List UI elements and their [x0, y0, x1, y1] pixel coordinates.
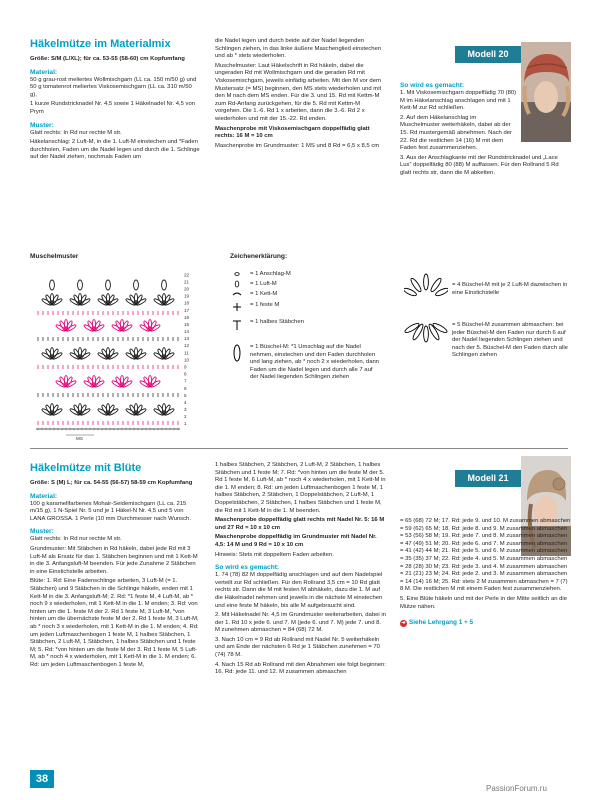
chart-chain	[141, 428, 144, 430]
chart-chain	[109, 428, 112, 430]
model21-col2	[215, 462, 387, 679]
chart-chain	[117, 428, 120, 430]
chart-chain	[77, 428, 80, 430]
model20-col1	[30, 38, 200, 164]
model21-col2-p1: 1 halbes Stäbchen, 2 Stäbchen, 2 Luft-M, 2 Stäbchen, 1 halbes Stäbchen und 1 feste M; 7. Rd: *von hinten um die feste M der 5. Rd 1 feste M, 6 Luft-M, ab * noch 4 x wiederholen, mit 1 Kett-M in die 1. M enden; 8. Rd: um jeden Luftmaschenbogen 1 feste M, 1 halbes Stäbchen, 2 Stäbchen, 1 Doppelstäbchen, 2 Luft-M, 1 Doppelstäbchen, 2 Stäbchen, 1 halbes Stäbchen und 1 feste M, die Rd mit 1 Kett-M in die 1. M beenden.	[215, 462, 386, 514]
section-divider	[30, 448, 568, 449]
model20-material-heading: Material:	[30, 68, 58, 76]
chart-row-number: 14	[184, 329, 190, 335]
chart-chain	[133, 428, 136, 430]
chart-chain	[137, 428, 140, 430]
slip-stitch-icon	[233, 293, 241, 295]
legend-right-0: = 4 Büschel-M mit je 2 Luft-M dazwischen in eine Einstichstelle	[452, 282, 568, 296]
model21-col1	[30, 462, 200, 671]
chart-row-number: 9	[184, 364, 187, 370]
chart-chain	[153, 428, 156, 430]
page-number: 38	[30, 770, 54, 788]
chart-row-number: 19	[184, 293, 190, 299]
model20-label: Modell 20	[455, 46, 521, 63]
model20-col3	[400, 82, 559, 180]
chart-top-cluster	[162, 280, 167, 290]
model20-muster-heading: Muster:	[30, 121, 54, 129]
chart-chain	[61, 428, 64, 430]
model20-step-2: 2. Auf dem Häkelanschlag im Muschelmuster weiterhäkeln, dabei ab der 15. Rd mustergemäß abnehmen. Nach der 22. Rd die restlichen 14 (16) M mit dem Faden fest zusammenziehen.	[400, 114, 512, 152]
chart-row-number: 6	[184, 385, 187, 391]
legend-right-1: = 5 Büschel-M zusammen abmaschen: bei jeder Büschel-M den Faden nur durch 6 auf der Nadel liegenden Schlingen ziehen und nach der 5. Büschel-M den Faden durch alle Schlingen ziehen	[452, 322, 568, 359]
model20-muster-p1: Glatt rechts: In Rd nur rechte M str.	[30, 129, 122, 136]
chart-chain	[81, 428, 84, 430]
chart-chain	[85, 428, 88, 430]
model20-col2-p1: die Nadel legen und durch beide auf der Nadel liegenden Schlingen ziehen, in das linke äußere Maschenglied einstechen und ab * stets wiederholen.	[215, 38, 382, 60]
model21-muster-heading: Muster:	[30, 528, 54, 536]
model21-step-4: 4. Nach 15 Rd ab Rollrand mit den Abnahmen wie folgt beginnen: 16. Rd: jede 11. und 12. M zusammen abmaschen	[215, 661, 386, 676]
model20-step-1: 1. Mit Viskosemischgarn doppelfädig 70 (80) M im Häkelanschlag anschlagen und mit 1 Kett-M zur Rd schließen.	[400, 90, 517, 112]
chart-row-number: 7	[184, 378, 187, 384]
chart-chain	[57, 428, 60, 430]
chart-chain	[173, 428, 176, 430]
chart-chain	[177, 428, 180, 430]
chart-chain	[161, 428, 164, 430]
legend-1: = 1 Luft-M	[250, 281, 277, 287]
model21-muster-p1: Glatt rechts: In Rd nur rechte M str.	[30, 536, 122, 543]
model21-title: Häkelmütze mit Blüte	[30, 462, 142, 474]
chart-chain	[101, 428, 104, 430]
chart-row-number: 4	[184, 399, 187, 405]
chart-row-number: 5	[184, 392, 187, 398]
chart-chain	[165, 428, 168, 430]
model20-title: Häkelmütze im Materialmix	[30, 38, 171, 50]
chart-chain	[37, 428, 40, 430]
chart-row-number: 12	[184, 343, 190, 349]
model21-step-2: 2. Mit Häkelnadel Nr. 4,5 im Grundmuster weiterarbeiten, dabei in der 1. Rd 10 x jede 6. und 7. M (jede 6. und 7. M) jede 7. und 8. M zunehmen abmaschen = 84 (68) 72 M.	[215, 612, 386, 634]
chart-chain	[121, 428, 124, 430]
crochet-chart	[30, 265, 200, 440]
chart-row-number: 13	[184, 336, 190, 342]
chart-chain	[129, 428, 132, 430]
model20-step-3: 3. Aus der Anschlagkante mit der Rundstricknadel und „Lace Lux“ doppelfädig 80 (88) M auffassen. Für den Rollrand 5 Rd glatt rechts str, dann die M abketten.	[400, 154, 559, 176]
fan-cluster-icon	[404, 272, 448, 300]
chart-title: Muschelmuster	[30, 253, 79, 260]
chart-row-number: 17	[184, 307, 190, 313]
model21-link[interactable]: ➔ Siehe Lehrgang 1 + 5	[401, 619, 474, 627]
model20-material-p2: 1 kurze Rundstricknadel Nr. 4,5 sowie 1 Häkelnadel Nr. 4,5 von Prym	[30, 101, 196, 115]
crochet-chart-svg	[30, 265, 200, 440]
chart-chain	[149, 428, 152, 430]
model21-col3-p2: 5. Eine Blüte häkeln und mit der Perle in der Mitte seitlich an die Mütze nähen.	[400, 595, 567, 610]
legend-title: Zeichenerklärung:	[230, 253, 288, 260]
chart-chain	[65, 428, 68, 430]
chain-icon	[235, 281, 239, 287]
chart-row-number: 10	[184, 357, 190, 363]
legend-0: = 1 Anschlag-M	[250, 271, 291, 277]
model21-col2-p2: Maschenprobe doppelfädig glatt rechts mit Nadel Nr. 5: 16 M und 27 Rd = 10 x 10 cm	[215, 517, 385, 531]
model20-size: Größe: S/M (L/XL); für ca. 53-55 (58-60) cm Kopfumfang	[30, 56, 185, 62]
chart-chain	[169, 428, 172, 430]
chart-row-number: 22	[184, 272, 190, 278]
legend-4: = 1 halbes Stäbchen	[250, 319, 304, 325]
chart-chain	[157, 428, 160, 430]
chart-chain	[49, 428, 52, 430]
model21-label: Modell 21	[455, 470, 521, 487]
chart-chain	[145, 428, 148, 430]
model20-photo	[521, 42, 571, 142]
model21-so-heading: So wird es gemacht:	[215, 564, 280, 572]
legend-symbols	[228, 270, 248, 370]
model20-col2-p3: Maschenprobe mit Viskosemischgarn doppelfädig glatt rechts: 16 M = 10 cm	[215, 125, 370, 140]
legend-2: = 1 Kett-M	[250, 291, 278, 297]
chart-ms-label: MS	[76, 436, 83, 440]
chart-chain	[41, 428, 44, 430]
model21-col2-p3: Maschenprobe doppelfädig im Grundmuster mit Nadel Nr. 4,5: 14 M und 9 Rd = 10 x 10 cm	[215, 534, 377, 548]
model21-col3	[400, 518, 572, 627]
model20-so-heading: So wird es gemacht:	[400, 82, 465, 89]
chain-start-icon	[235, 273, 239, 276]
chart-chain	[113, 428, 116, 430]
chart-chain	[105, 428, 108, 430]
chart-chain	[53, 428, 56, 430]
chart-chain	[45, 428, 48, 430]
chart-top-cluster	[106, 280, 111, 290]
model21-step-1: 1. 74 (78) 82 M doppelfädig anschlagen und auf dem Nadelspiel verteilt zur Rd schließen. Für den Rollrand 3,5 cm = 10 Rd glatt rechts str. Dann die M mit festen M abhäkeln, dazu die 1. M auf die Häkelnadel nehmen und jeweils in die nächste M einstechen und eine feste M häkeln, bis alle M aufgebraucht sind.	[215, 572, 383, 609]
model21-col3-p: = 65 (68) 72 M; 17. Rd: jede 9. und 10. M zusammen abmaschen = 59 (62) 65 M; 18. Rd: jede 8. und 9. M zusammen abmaschen = 53 (56) 58 M; 19. Rd: jede 7. und 8. M zusammen abmaschen = 47 (49) 51 M; 20. Rd: jede 6. und 7. M zusammen abmaschen = 41 (42) 44 M; 21. Rd: jede 5. und 6. M zusammen abmaschen = 35 (35) 37 M; 22. Rd: jede 4. und 5. M zusammen abmaschen = 28 (28) 30 M; 23. Rd: jede 3. und 4. M zusammen abmaschen = 21 (21) 23 M; 24. Rd: jede 2. und 3. M zusammen abmaschen = 14 (14) 16 M; 25. Rd: stets 2 M zusammen abmaschen = 7 (7) 8 M. Die restlichen M mit einem Faden fest zusammenziehen.	[400, 518, 571, 593]
chart-row-number: 18	[184, 300, 190, 306]
chart-chain	[89, 428, 92, 430]
model21-col2-p4: Hinweis: Stets mit doppeltem Faden arbeiten.	[215, 551, 334, 558]
decrease-cluster-icon	[404, 316, 448, 346]
model21-material-heading: Material:	[30, 492, 58, 500]
model20-col2-p2: Muschelmuster: Laut Häkelschrift in Rd häkeln, dabei die ungeraden Rd mit Wollmischgarn und die geraden Rd mit Viskosemischgarn, jeweils einfädig arbeiten. Mit den M vor dem Mustersatz (= MS) beginnen, den MS stets wiederholen und mit den M nach dem MS enden. Für die 3. und 15. Rd mit Kettm-M zum Rd-Anfang zurückgehen, für die 5. Rd mit Kettm-M vorgehen. Die 1.-6. Rd 1 x arbeiten, dann die 3.-6. Rd 2 x wiederholen und mit der 15.-22. Rd enden.	[215, 62, 382, 122]
chart-chain	[69, 428, 72, 430]
model20-muster-p2: Häkelanschlag: 2 Luft-M, in die 1. Luft-M einstechen und *Faden durchholen, Faden um die Nadel legen und durch die 1. Schlinge auf der Nadel ziehen, nochmals Faden um	[30, 139, 200, 161]
chart-top-cluster	[134, 280, 139, 290]
model20-col2-p4: Maschenprobe im Grundmuster: 1 MS und 8 Rd = 6,5 x 8,5 cm	[215, 142, 380, 149]
chart-row-number: 21	[184, 279, 190, 285]
model21-size: Größe: S (M) L; für ca. 54-55 (56-57) 58-59 cm Kopfumfang	[30, 480, 193, 486]
chart-top-cluster	[78, 280, 83, 290]
legend-3: = 1 feste M	[250, 302, 280, 308]
chart-row-number: 16	[184, 314, 190, 320]
chart-chain	[93, 428, 96, 430]
chart-row-number: 11	[184, 350, 189, 356]
chart-chain	[73, 428, 76, 430]
model21-step-3: 3. Nach 10 cm = 9 Rd ab Rollrand mit Nadel Nr. 5 weiterhäkeln und am Ende der nächsten 6 Rd je 1 Stäbchen zunehmen = 70 (74) 78 M.	[215, 636, 380, 659]
chart-row-number: 2	[184, 414, 187, 420]
model21-muster-p3: Blüte: 1. Rd: Eine Fadenschlinge arbeiten, 3 Luft-M (= 1. Stäbchen) und 9 Stäbchen in die Schlinge häkeln, enden mit 1 Kett-M in die 3. Anfangsluft-M; 2. Rd: *1 feste M, 4 Luft-M, ab * noch 9 x wiederholen, mit 1 Kett-M in die 1. M enden; 3. Rd: von hinten um die 1. feste M der 2. Rd 1 feste M, 3 Luft-M, *von hinten um die übernächste feste M der 2. Rd 1 feste M, 3 Luft-M, ab * noch 3 x wiederholen, mit 1 Kett-M in die 1. M enden; 4. Rd: um jeden Luftmaschenbogen 1 feste M, 1 halbes Stäbchen, 1 Stäbchen, 2 Luft-M, 1 Stäbchen, 1 halbes Stäbchen und 1 feste M; 5. Rd: *von hinten um die feste M der 3. Rd 1 feste M, 5 Luft-M, ab * noch 4 x wiederholen, mit 1 Kett-M in die 1. M enden; 6. Rd: um jeden Luftmaschenbogen 1 feste M,	[30, 578, 199, 668]
watermark: PassionForum.ru	[486, 784, 547, 793]
chart-row-number: 20	[184, 286, 190, 292]
chart-chain	[97, 428, 100, 430]
model20-material-p1: 50 g grau-rost meliertes Wollmischgarn (LL ca. 150 m/50 g) und 50 g tomatenrot meliertes Viskosemischgarn (LL ca. 310 m/50 g),	[30, 76, 197, 98]
chart-chain	[125, 428, 128, 430]
chart-row-number: 15	[184, 321, 190, 327]
model20-photo-image	[521, 42, 571, 142]
model20-col2	[215, 38, 385, 152]
chart-row-number: 1	[184, 421, 187, 427]
model21-material-p1: 100 g karamellfarbenes Mohair-Seidemischgarn (LL ca. 215 m/15 g), 1 N-Spiel Nr. 5 und je 1 Häkel-N Nr. 4,5 und 5 von LANA GROSSA. 1 Perle (10 mm Durchmesser nach Wunsch.	[30, 500, 191, 522]
model21-muster-p2: Grundmuster: Mit Stäbchen in Rd häkeln, dabei jede Rd mit 3 Luft-M als Ersatz für das 1. Stäbchen beginnen und mit 1 Kett-M in die 3. Anfangsluft-M beenden. Für jede Zunahme 2 Stäbchen in eine Einstichstelle arbeiten.	[30, 545, 198, 575]
cluster-icon	[234, 345, 240, 361]
chart-row-number: 3	[184, 407, 187, 413]
chart-row-number: 8	[184, 371, 187, 377]
arrow-right-icon: ➔	[401, 620, 406, 627]
chart-top-cluster	[50, 280, 55, 290]
legend-5: = 1 Büschel-M: *1 Umschlag auf die Nadel nehmen, einstechen und den Faden durchholen und lang ziehen, ab * noch 2 x wiederholen, dann Faden um die Nadel legen und durch alle 7 auf der Nadel liegenden Schlingen ziehen	[250, 344, 380, 381]
